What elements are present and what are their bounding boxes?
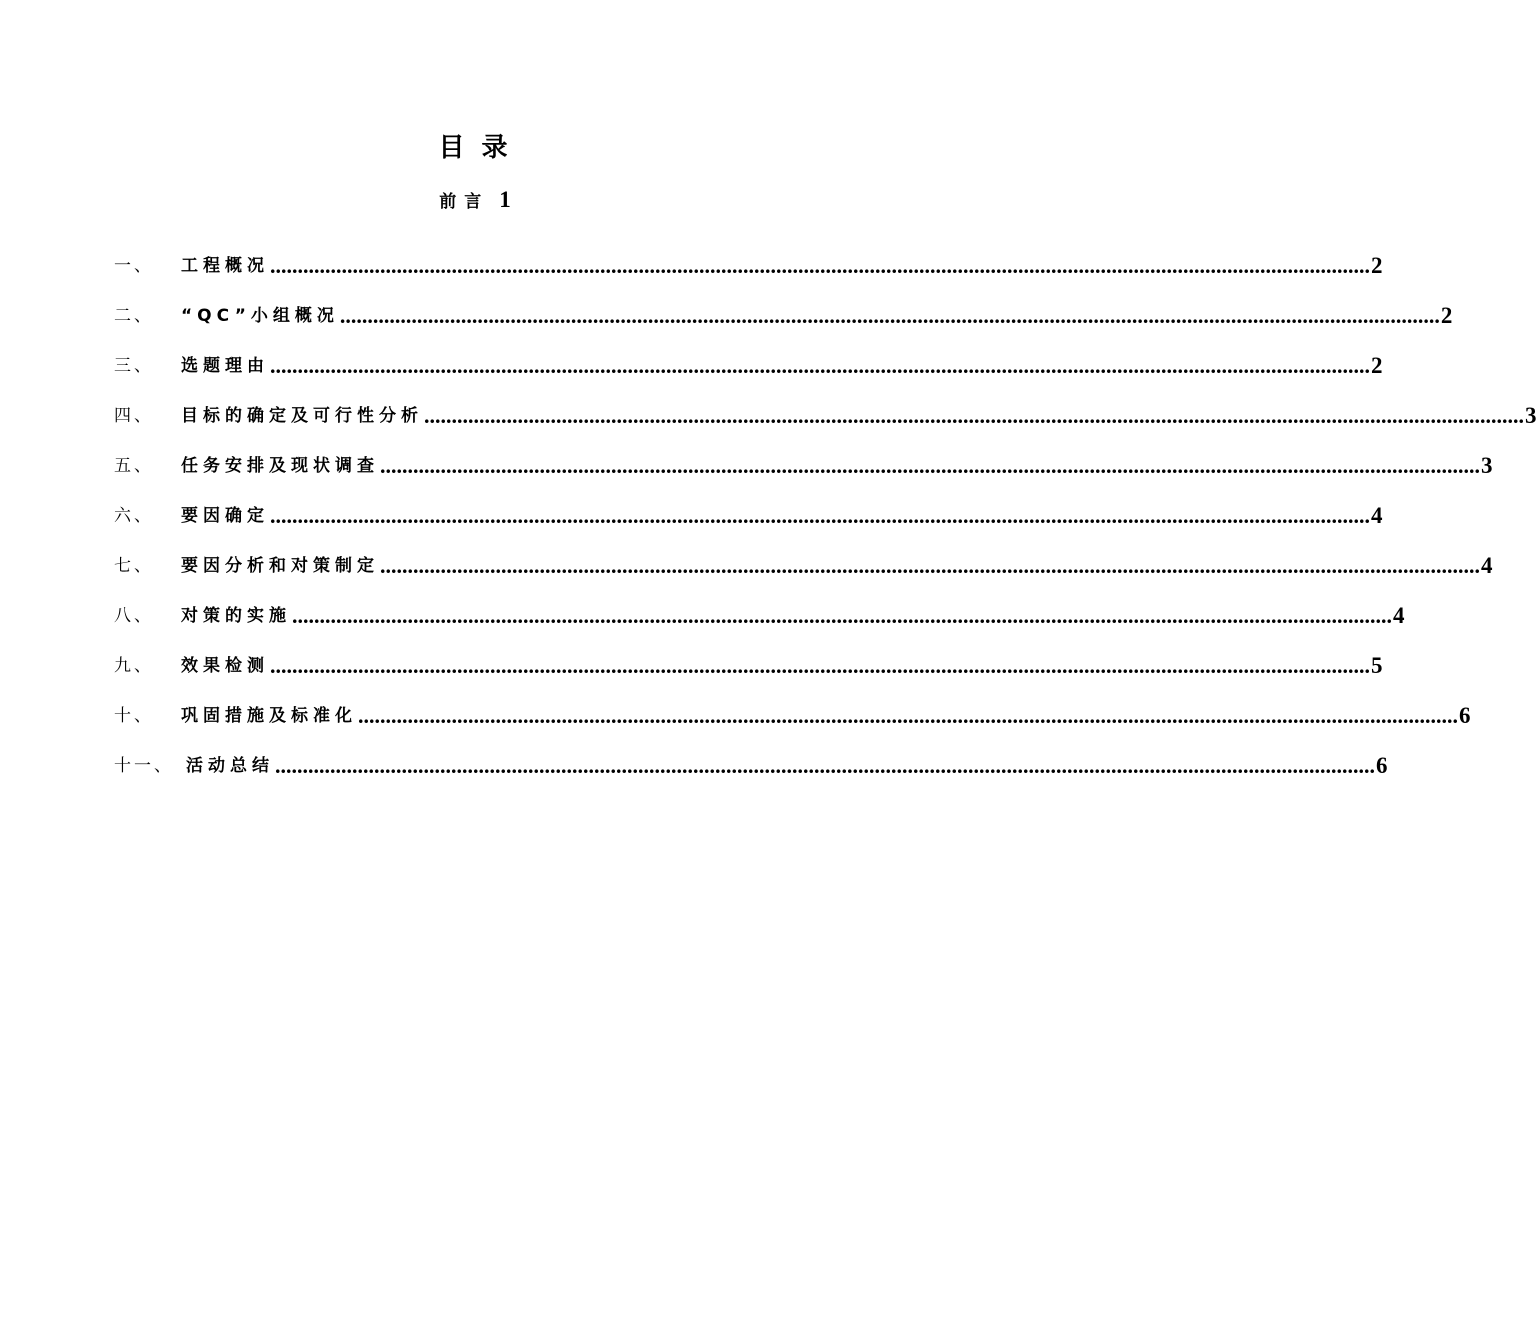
toc-entry-number: 三、 [114, 356, 154, 376]
toc-entry-page: 4 [1481, 553, 1493, 578]
toc-dot-leader: ........................................................................................................................................................................................................ [424, 403, 1524, 428]
toc-entry-title: 活动总结 [186, 756, 274, 776]
toc-entry[interactable] [114, 282, 1453, 332]
toc-entry-page: 2 [1371, 353, 1383, 378]
toc-entry-page: 4 [1371, 503, 1383, 528]
toc-entry-title: 目标的确定及可行性分析 [181, 406, 423, 426]
toc-entry[interactable] [114, 632, 1383, 682]
toc-entry-page: 2 [1440, 303, 1453, 328]
toc-dot-leader: ........................................................................................................................................................................................................ [270, 653, 1370, 678]
toc-entry-title: 要因确定 [181, 506, 269, 526]
toc-preface-page: 1 [499, 187, 511, 212]
toc-entry-title: 选题理由 [181, 356, 269, 376]
toc-entry-page: 5 [1371, 653, 1383, 678]
toc-dot-leader: ........................................................................................................................................................................................................ [380, 453, 1480, 478]
toc-entry-page: 3 [1525, 403, 1537, 428]
toc-entry[interactable] [114, 582, 1405, 632]
toc-entry-page: 6 [1459, 703, 1471, 728]
toc-entry-page: 6 [1376, 753, 1388, 778]
toc-entry[interactable] [114, 332, 1383, 382]
toc-entry-page: 2 [1371, 253, 1383, 278]
toc-entry-number: 二、 [114, 306, 154, 326]
toc-entry-number: 四、 [114, 406, 154, 426]
toc-entry[interactable] [114, 232, 1383, 282]
toc-entry[interactable] [114, 682, 1471, 732]
toc-dot-leader: ........................................................................................................................................................................................................ [358, 703, 1458, 728]
toc-dot-leader: ........................................................................................................................................................................................................ [380, 553, 1480, 578]
toc-preface-entry[interactable] [0, 184, 950, 218]
toc-entry[interactable] [114, 532, 1493, 582]
toc-dot-leader: ........................................................................................................................................................................................................ [270, 253, 1370, 278]
toc-list [114, 232, 1537, 782]
toc-entry-number: 十一、 [114, 756, 174, 776]
toc-entry-title: 效果检测 [181, 656, 269, 676]
toc-dot-leader: ........................................................................................................................................................................................................ [339, 303, 1440, 328]
toc-entry-number: 九、 [114, 656, 154, 676]
toc-entry-number: 七、 [114, 556, 154, 576]
toc-dot-leader: ........................................................................................................................................................................................................ [292, 603, 1392, 628]
toc-entry[interactable] [114, 432, 1493, 482]
toc-dot-leader: ........................................................................................................................................................................................................ [270, 353, 1370, 378]
toc-entry-title: 工程概况 [181, 256, 269, 276]
toc-dot-leader: ........................................................................................................................................................................................................ [270, 503, 1370, 528]
toc-entry[interactable] [114, 732, 1388, 782]
toc-dot-leader: ........................................................................................................................................................................................................ [275, 753, 1375, 778]
toc-entry[interactable] [114, 482, 1383, 532]
toc-entry-number: 六、 [114, 506, 154, 526]
toc-entry-title: “QC”小组概况 [181, 306, 339, 326]
toc-entry-number: 八、 [114, 606, 154, 626]
toc-entry-title: 巩固措施及标准化 [181, 706, 357, 726]
toc-entry[interactable] [114, 382, 1537, 432]
toc-entry-title: 要因分析和对策制定 [181, 556, 379, 576]
toc-entry-title: 对策的实施 [181, 606, 291, 626]
toc-entry-page: 4 [1393, 603, 1405, 628]
toc-entry-title: 任务安排及现状调查 [181, 456, 379, 476]
toc-entry-number: 十、 [114, 706, 154, 726]
toc-title: 目 录 [438, 133, 512, 163]
toc-entry-page: 3 [1481, 453, 1493, 478]
toc-preface-label: 前言 [439, 192, 490, 212]
toc-entry-number: 一、 [114, 256, 154, 276]
toc-entry-number: 五、 [114, 456, 154, 476]
